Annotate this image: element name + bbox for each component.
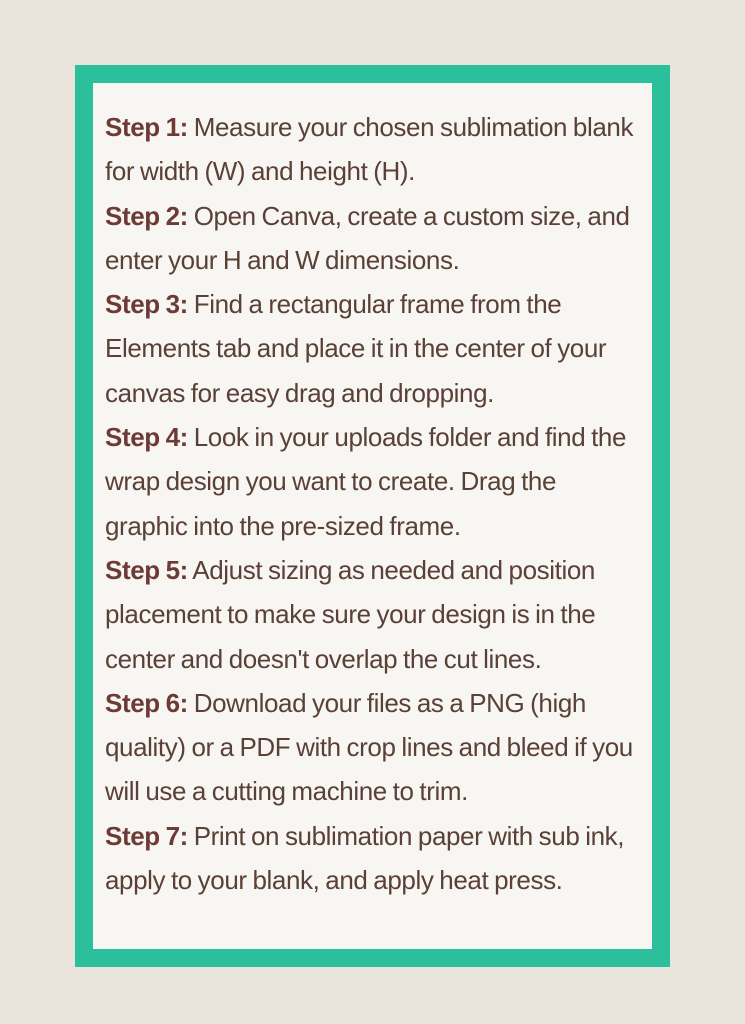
step-label: Step 3:	[105, 289, 188, 320]
step-label: Step 6:	[105, 687, 188, 718]
step-text: Download your files as a PNG (high quality) or a PDF with crop lines and bleed if you will use a cutting machine to trim.	[105, 687, 633, 807]
step-7	[105, 814, 640, 903]
step-4	[105, 415, 640, 548]
step-label: Step 1:	[105, 112, 188, 142]
step-1	[105, 105, 640, 194]
step-text: Measure your chosen sublimation blank for width (W) and height (H).	[105, 112, 634, 187]
step-text: Print on sublimation paper with sub ink, apply to your blank, and apply heat press.	[105, 820, 625, 896]
instructions-card	[93, 83, 652, 949]
step-6	[105, 681, 640, 814]
step-2	[105, 194, 640, 283]
step-text: Adjust sizing as needed and position placement to make sure your design is in the center and doesn't overlap the cut lines.	[105, 554, 596, 674]
step-label: Step 2:	[105, 200, 188, 231]
instructions-card-frame	[75, 65, 670, 967]
step-label: Step 5:	[105, 554, 188, 585]
step-text: Open Canva, create a custom size, and enter your H and W dimensions.	[105, 200, 630, 275]
step-label: Step 7:	[105, 820, 188, 851]
step-3	[105, 282, 640, 415]
step-label: Step 4:	[105, 422, 188, 453]
step-text: Look in your uploads folder and find the wrap design you want to create. Drag the graphic into the pre-sized frame.	[105, 422, 627, 541]
step-text: Find a rectangular frame from the Elements tab and place it in the center of your canvas for easy drag and dropping.	[105, 289, 607, 408]
step-5	[105, 548, 640, 681]
